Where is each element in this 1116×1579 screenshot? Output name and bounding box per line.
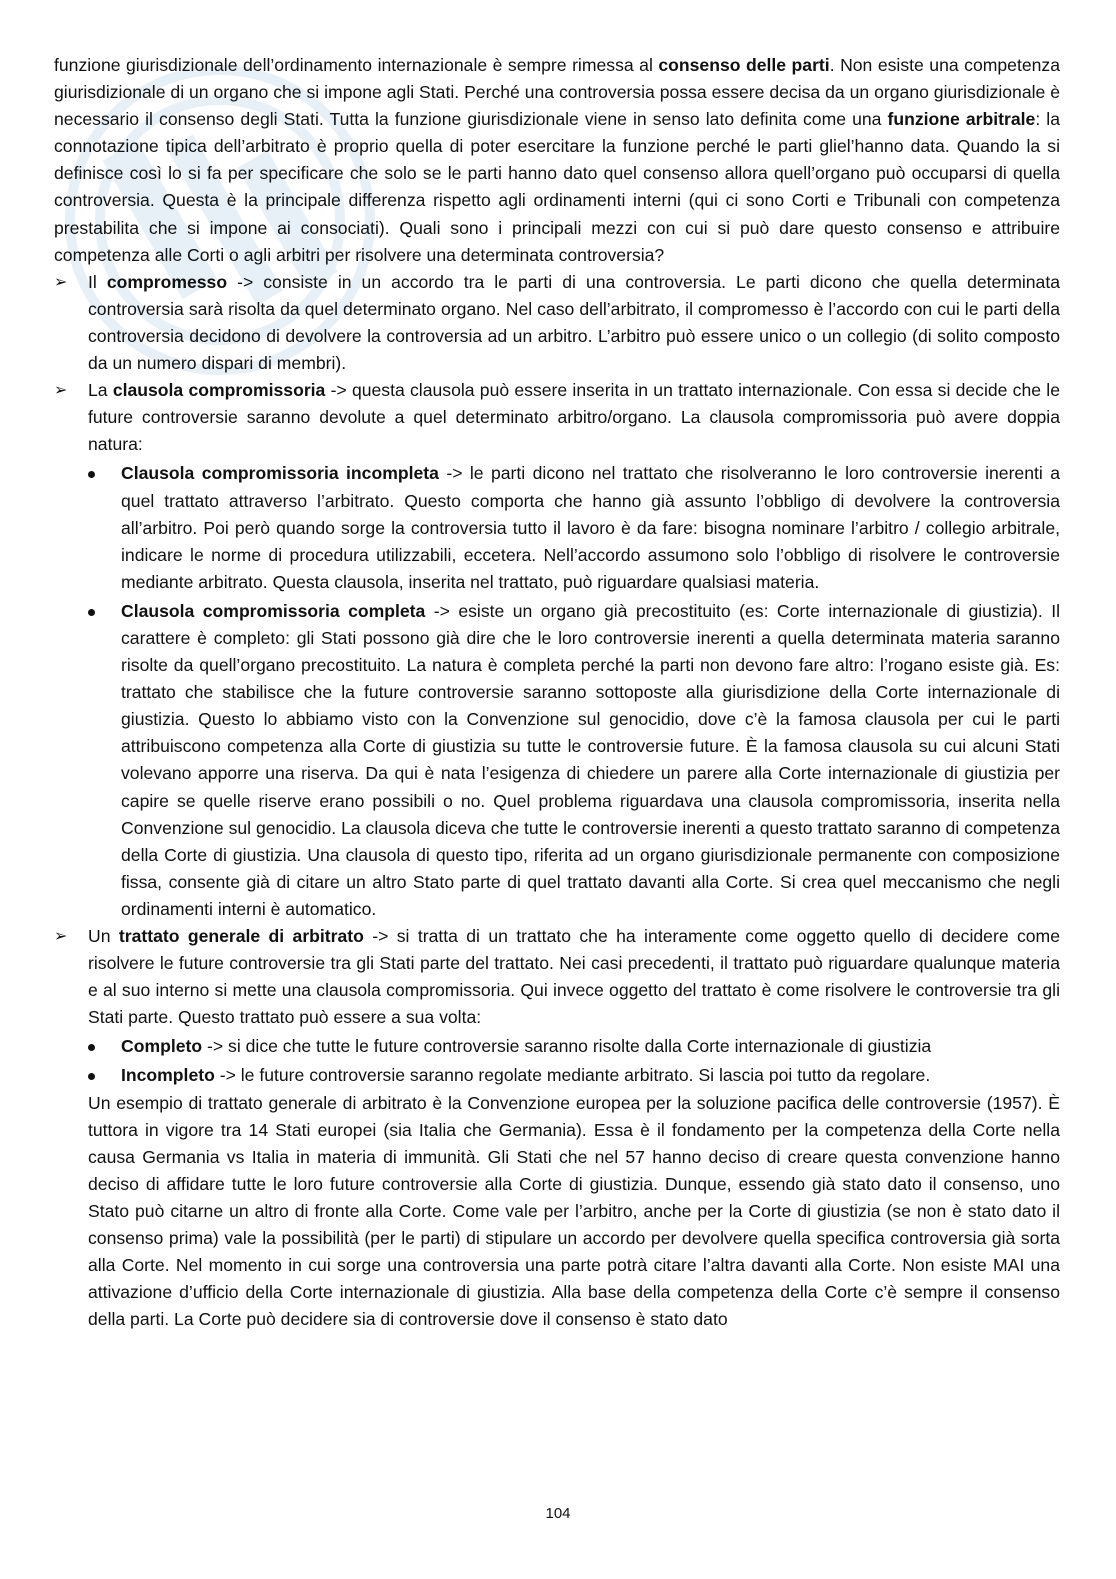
completa-text: -> esiste un organo già precostituito (es: Corte internazionale di giustizia). Il carattere è completo: gli Stati possono già dire che le loro controversie inerenti a quella determinata materia saranno risolte da quell’organo precostituito. La natura è completa perché la parti non devono fare altro: l’rogano esiste già. Es: trattato che stabilisce che la future controversie saranno sottoposte alla giurisdizione della Corte internazionale di giustizia. Questo lo abbiamo visto con la Convenzione sul genocidio, dove c’è la famosa clausola per cui le parti attribuiscono competenza alla Corte di giustizia su tutte le controversie future. È la famosa clausola su cui alcuni Stati volevano apporre una riserva. Da qui è nata l’esigenza di chiedere un parere alla Corte internazionale di giustizia per capire se quelle riserve erano possibili o no. Quel problema riguardava una clausola compromissoria, inserita nella Convenzione sul genocidio. La clausola diceva che tutte le controversie inerenti a questo trattato saranno di competenza della Corte di giustizia. Una clausola di questo tipo, riferita ad un organo giurisdizionale permanente con composizione fissa, consente già di citare un altro Stato parte di quel trattato davanti alla Corte. Si crea quel meccanismo che negli ordinamenti interni è automatico.: [121, 600, 1061, 919]
term-funzione-arbitrale: funzione arbitrale: [887, 109, 1036, 130]
arrow-bullet-icon: ➢: [54, 928, 68, 945]
term-clausola-incompleta: Clausola compromissoria incompleta: [121, 463, 439, 484]
trattato-text: -> si tratta di un trattato che ha interamente come oggetto quello di decidere come risolvere le future controversie tra gli Stati parte del trattato. Nei casi precedenti, il trattato può riguardare qualunque materia e al suo interno si mette una clausola compromissoria. Qui invece oggetto del trattato è come risolvere le controversie tra gli Stati parte. Questo trattato può essere a sua volta:: [88, 926, 1060, 1028]
intro-text-3: : la connotazione tipica dell’arbitrato è proprio quella di poter esercitare la funzione perché le parti gliel’hanno data. Quando la si definisce così lo si fa per specificare che solo se le parti hanno dato quel consenso allora quell’organo può occuparsi di quella controversia. Questa è la principale differenza rispetto agli ordinamenti interni (qui ci sono Corti e Tribunali con competenza prestabilita che si impone ai consociati). Quali sono i principali mezzi con cui si può dare questo consenso e attribuire competenza alle Corti o agli arbitri per risolvere una determinata controversia?: [54, 109, 1060, 265]
completo-text: -> si dice che tutte le future controversie saranno risolte dalla Corte internazionale di giustizia: [202, 1036, 932, 1057]
list-item-compromesso: [54, 269, 1060, 377]
compromesso-text: -> consiste in un accordo tra le parti di una controversia. Le parti dicono che quella determinata controversia sarà risolta da quel determinato organo. Nel caso dell’arbitrato, il compromesso è l’accordo con cui le parti della controversia decidono di devolvere la controversia ad un arbitro. L’arbitro può essere unico o un collegio (di solito composto da un numero dispari di membri).: [88, 271, 1061, 374]
intro-paragraph: [54, 52, 1060, 269]
term-completo: Completo: [121, 1036, 203, 1057]
term-consenso-parti: consenso delle parti: [658, 55, 830, 75]
sublist-item-incompleto: [54, 1062, 1060, 1089]
term-clausola-compromissoria: clausola compromissoria: [112, 380, 326, 401]
round-bullet-icon: [88, 609, 95, 616]
document-body: [54, 52, 1060, 1333]
list-item-trattato: [54, 923, 1060, 1031]
term-incompleto: Incompleto: [121, 1065, 215, 1086]
list-item-clausola: [54, 377, 1060, 458]
sublist-item-completa: [54, 598, 1060, 923]
page-number: 104: [545, 1505, 571, 1522]
item-prefix: La: [88, 380, 113, 401]
term-trattato-generale: trattato generale di arbitrato: [118, 926, 364, 946]
item-prefix: Un: [88, 926, 119, 946]
sublist-item-incompleta: [54, 460, 1060, 595]
clausola-text: -> questa clausola può essere inserita in un trattato internazionale. Con essa si decide che le future controversie saranno devolute a quel determinato arbitro/organo. La clausola compromissoria può avere doppia natura:: [88, 380, 1060, 455]
esempio-paragraph: Un esempio di trattato generale di arbitrato è la Convenzione europea per la soluzione pacifica delle controversie (1957). È tuttora in vigore tra 14 Stati europei (sia Italia che Germania). Essa è il fondamento per la competenza della Corte nella causa Germania vs Italia in materia di immunità. Gli Stati che nel 57 hanno deciso di creare questa convenzione hanno deciso di affidare tutte le loro future controversie alla Corte di giustizia. Dunque, essendo già stato dato il consenso, uno Stato può citarne un altro di fronte alla Corte. Come vale per l’arbitro, anche per la Corte di giustizia (se non è stato dato il consenso prima) vale la possibilità (per le parti) di stipulare un accordo per devolvere quella specifica controversia già sorta alla Corte. Nel momento in cui sorge una controversia una parte potrà citare l’altra davanti alla Corte. Non esiste MAI una attivazione d’ufficio della Corte internazionale di giustizia. Alla base della competenza della Corte c’è sempre il consenso della parti. La Corte può decidere sia di controversie dove il consenso è stato dato: [88, 1092, 1060, 1330]
round-bullet-icon: [88, 1044, 95, 1051]
intro-text-1: funzione giurisdizionale dell’ordinamento internazionale è sempre rimessa al: [54, 55, 659, 75]
intro-text-2: . Non esiste una competenza giurisdizionale di un organo che si impone agli Stati. Perché una controversia possa essere decisa da un organo giurisdizionale è necessario il consenso degli Stati. Tutta la funzione giurisdizionale viene in senso lato definita come una: [54, 55, 1060, 130]
sublist-item-completo: [54, 1033, 1060, 1060]
round-bullet-icon: [88, 471, 95, 478]
term-clausola-completa: Clausola compromissoria completa: [121, 600, 426, 621]
arrow-bullet-icon: ➢: [54, 382, 68, 400]
incompleta-text: -> le parti dicono nel trattato che risolveranno le loro controversie inerenti a quel trattato attraverso l’arbitrato. Questo comporta che hanno già assunto l’obbligo di devolvere la controversia all’arbitro. Poi però quando sorge la controversia tutto il lavoro è da fare: bisogna nominare l’arbitro / collegio arbitrale, indicare le norme di procedura utilizzabili, eccetera. Nell’accordo assumono solo l’obbligo di risolvere le controversie mediante arbitrato. Questa clausola, inserita nel trattato, può riguardare qualsiasi materia.: [121, 463, 1060, 592]
item-prefix: Il: [88, 271, 107, 292]
incompleto-text: -> le future controversie saranno regolate mediante arbitrato. Si lascia poi tutto da regolare.: [214, 1065, 931, 1086]
term-compromesso: compromesso: [106, 271, 228, 292]
arrow-bullet-icon: ➢: [54, 273, 68, 291]
round-bullet-icon: [88, 1073, 95, 1080]
